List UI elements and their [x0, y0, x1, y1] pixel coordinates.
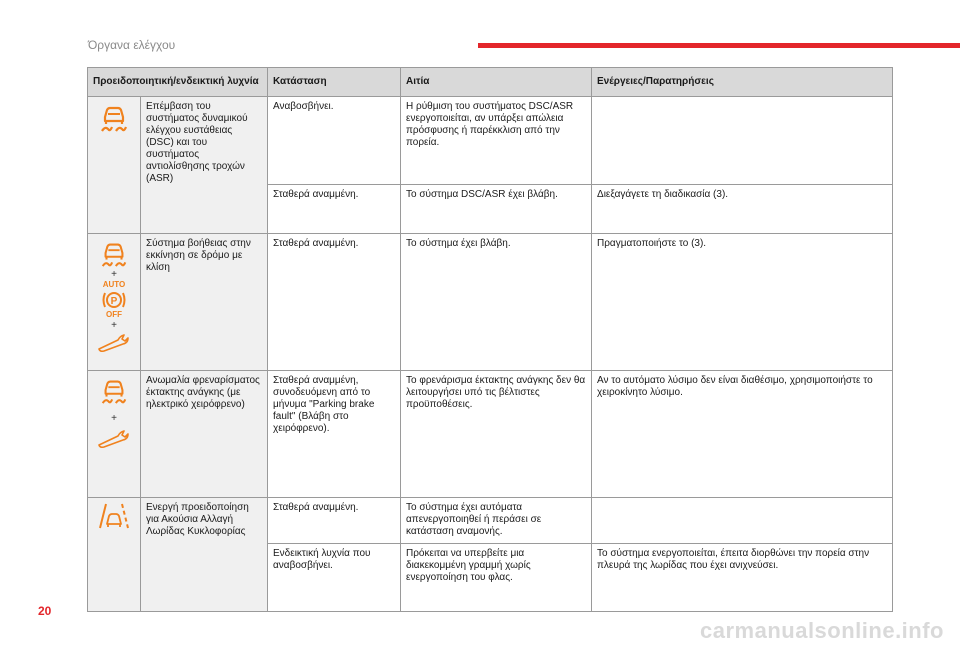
lamp-icon-cell: [88, 97, 141, 234]
cause-cell: Το σύστημα DSC/ASR έχει βλάβη.: [401, 185, 592, 234]
plus-sign: +: [111, 320, 117, 331]
action-cell: [592, 97, 893, 185]
lamp-icon-cell: [88, 371, 141, 498]
action-cell: Διεξαγάγετε τη διαδικασία (3).: [592, 185, 893, 234]
lamp-icon-cell: [88, 498, 141, 612]
cause-cell: Η ρύθμιση του συστήματος DSC/ASR ενεργοποιείται, αν υπάρξει απώλεια πρόσφυσης ή παρέκκλιση από την πορεία.: [401, 97, 592, 185]
state-cell: Ενδεικτική λυχνία που αναβοσβήνει.: [268, 544, 401, 612]
lamp-label-hill-start: Σύστημα βοήθειας στην εκκίνηση σε δρόμο με κλίση: [141, 234, 268, 371]
cause-cell: Πρόκειται να υπερβείτε μια διακεκομμένη γραμμή χωρίς ενεργοποίηση του φλας.: [401, 544, 592, 612]
action-cell: Πραγματοποιήστε το (3).: [592, 234, 893, 371]
column-header-state: Κατάσταση: [268, 68, 401, 97]
table-row: [88, 371, 893, 498]
parking-letter: P: [110, 296, 118, 307]
header-accent-bar: [478, 43, 960, 48]
cause-cell: Το φρενάρισμα έκτακτης ανάγκης δεν θα λειτουργήσει υπό τις βέλτιστες προϋποθέσεις.: [401, 371, 592, 498]
column-header-action: Ενέργειες/Παρατηρήσεις: [592, 68, 893, 97]
skid-car-icon: [99, 238, 129, 268]
state-cell: Αναβοσβήνει.: [268, 97, 401, 185]
state-cell: Σταθερά αναμμένη.: [268, 234, 401, 371]
action-cell: Το σύστημα ενεργοποιείται, έπειτα διορθώνει την πορεία στην πλευρά της λωρίδας που έχει ανιχνεύσει.: [592, 544, 893, 612]
lamp-label-dsc-asr: Επέμβαση του συστήματος δυναμικού ελέγχου ευστάθειας (DSC) και του συστήματος αντιολίσθησης τροχών (ASR): [141, 97, 268, 234]
table-row: [88, 498, 893, 544]
table-row: [88, 97, 893, 185]
action-cell: [592, 498, 893, 544]
column-header-cause: Αιτία: [401, 68, 592, 97]
table-header-row: [88, 68, 893, 97]
lamp-label-lane-departure: Ενεργή προειδοποίηση για Ακούσια Αλλαγή Λωρίδας Κυκλοφορίας: [141, 498, 268, 612]
plus-sign: +: [111, 269, 117, 280]
off-label: OFF: [106, 310, 122, 319]
watermark: carmanualsonline.info: [700, 618, 944, 643]
warning-lamps-table: [87, 67, 893, 612]
state-cell: Σταθερά αναμμένη, συνοδευόμενη από το μήνυμα "Parking brake fault" (Βλάβη στο χειρόφρενο).: [268, 371, 401, 498]
action-cell: Αν το αυτόματο λύσιμο δεν είναι διαθέσιμο, χρησιμοποιήστε το χειροκίνητο λύσιμο.: [592, 371, 893, 498]
page-number: 20: [38, 604, 52, 618]
state-cell: Σταθερά αναμμένη.: [268, 498, 401, 544]
column-header-lamp: Προειδοποιητική/ενδεικτική λυχνία: [88, 68, 268, 97]
state-cell: Σταθερά αναμμένη.: [268, 185, 401, 234]
page-header-title: Όργανα ελέγχου: [88, 38, 176, 52]
cause-cell: Το σύστημα έχει βλάβη.: [401, 234, 592, 371]
skid-car-icon: [99, 375, 129, 405]
wrench-icon: [96, 428, 132, 448]
lamp-icon-cell: [88, 234, 141, 371]
cause-cell: Το σύστημα έχει αυτόματα απενεργοποιηθεί ή περάσει σε κατάσταση αναμονής.: [401, 498, 592, 544]
lane-departure-icon: [97, 502, 131, 530]
parking-brake-icon: [101, 289, 127, 311]
skid-car-icon: [98, 101, 130, 133]
lamp-label-emergency-braking: Ανωμαλία φρεναρίσματος έκτακτης ανάγκης (με ηλεκτρικό χειρόφρενο): [141, 371, 268, 498]
table-row: [88, 234, 893, 371]
plus-sign: +: [111, 413, 117, 424]
wrench-icon: [96, 332, 132, 352]
auto-label: AUTO: [102, 280, 126, 289]
